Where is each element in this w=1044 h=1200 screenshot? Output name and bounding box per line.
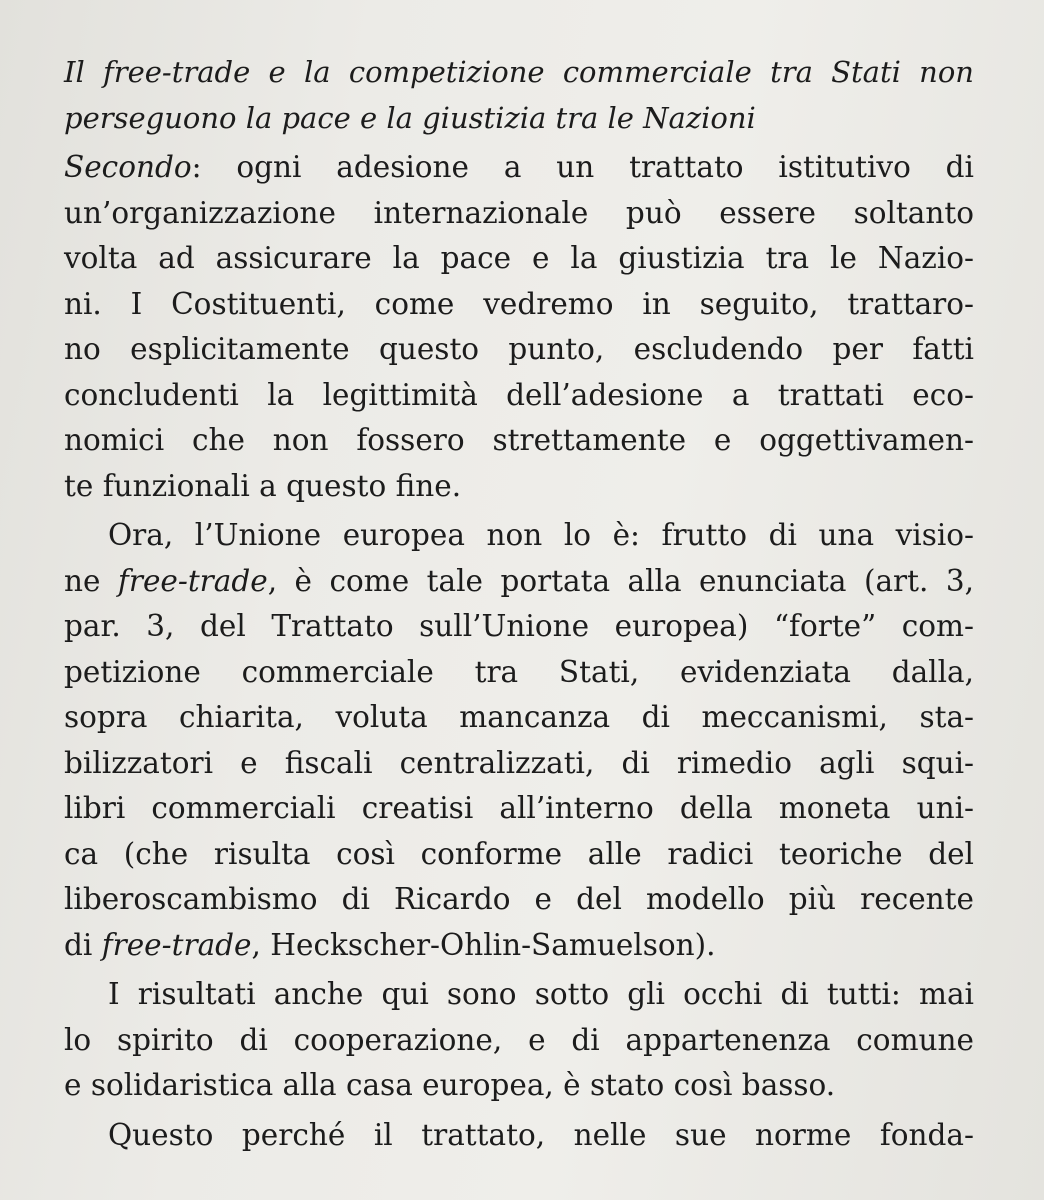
p2-line-2 bbox=[64, 559, 974, 605]
p1-line-8: te funzionali a questo fine. bbox=[64, 468, 462, 503]
p2-line-10-pre: di bbox=[64, 927, 102, 962]
p2-line-4: petizione commerciale tra Stati, evidenziata dalla, bbox=[64, 654, 974, 689]
p2-italic-free-trade-2: free-trade bbox=[101, 927, 252, 962]
p3-line-1: I risultati anche qui sono sotto gli occhi di tutti: mai bbox=[108, 977, 974, 1011]
p1-line-1-text: : ogni adesione a un trattato istitutivo di bbox=[191, 150, 974, 184]
p2-line-2-post: , è come tale portata alla enunciata (art. 3, bbox=[267, 563, 974, 598]
paragraph-3 bbox=[64, 972, 974, 1109]
p2-line-2-pre: ne bbox=[64, 563, 118, 598]
p1-italic-word: Secondo bbox=[64, 150, 192, 184]
p2-line-1: Ora, l’Unione europea non lo è: frutto di una visio- bbox=[108, 518, 974, 552]
p1-line-5: no esplicitamente questo punto, escludendo per fatti bbox=[64, 332, 974, 366]
p2-line-6: bilizzatori e fiscali centralizzati, di rimedio agli squi- bbox=[64, 745, 974, 780]
p2-line-3: par. 3, del Trattato sull’Unione europea) “forte” com- bbox=[64, 609, 974, 643]
p1-line-7: nomici che non fossero strettamente e oggettivamen- bbox=[64, 423, 974, 457]
p2-line-7: libri commerciali creatisi all’interno della moneta uni- bbox=[64, 791, 974, 825]
p1-line-3: volta ad assicurare la pace e la giustizia tra le Nazio- bbox=[64, 241, 974, 275]
section-heading bbox=[64, 50, 974, 141]
p2-line-8: ca (che risulta così conforme alle radici teoriche del bbox=[64, 836, 974, 871]
p4-line-1: Questo perché il trattato, nelle sue norme fonda- bbox=[108, 1117, 974, 1152]
heading-line-2: perseguono la pace e la giustizia tra le Nazioni bbox=[64, 100, 756, 135]
p1-line-6: concludenti la legittimità dell’adesione a trattati eco- bbox=[64, 377, 974, 412]
p2-line-9: liberoscambismo di Ricardo e del modello più recente bbox=[64, 882, 974, 916]
p2-line-10-post: , Heckscher-Ohlin-Samuelson). bbox=[251, 927, 716, 962]
p3-line-2: lo spirito di cooperazione, e di appartenenza comune bbox=[64, 1022, 974, 1057]
p2-italic-free-trade: free-trade bbox=[117, 563, 268, 598]
heading-line-1: Il free-trade e la competizione commerciale tra Stati non bbox=[64, 55, 974, 89]
paragraph-1 bbox=[64, 145, 974, 509]
paragraph-4 bbox=[64, 1113, 974, 1159]
p1-line-4: ni. I Costituenti, come vedremo in seguito, trattaro- bbox=[64, 286, 974, 321]
p1-line-1 bbox=[64, 145, 974, 191]
p3-line-3: e solidaristica alla casa europea, è stato così basso. bbox=[64, 1068, 836, 1102]
p1-line-2: un’organizzazione internazionale può essere soltanto bbox=[64, 195, 974, 230]
page-text bbox=[64, 50, 974, 1158]
p2-line-5: sopra chiarita, voluta mancanza di meccanismi, sta- bbox=[64, 700, 974, 734]
p2-line-10 bbox=[64, 923, 974, 969]
paragraph-2 bbox=[64, 513, 974, 968]
